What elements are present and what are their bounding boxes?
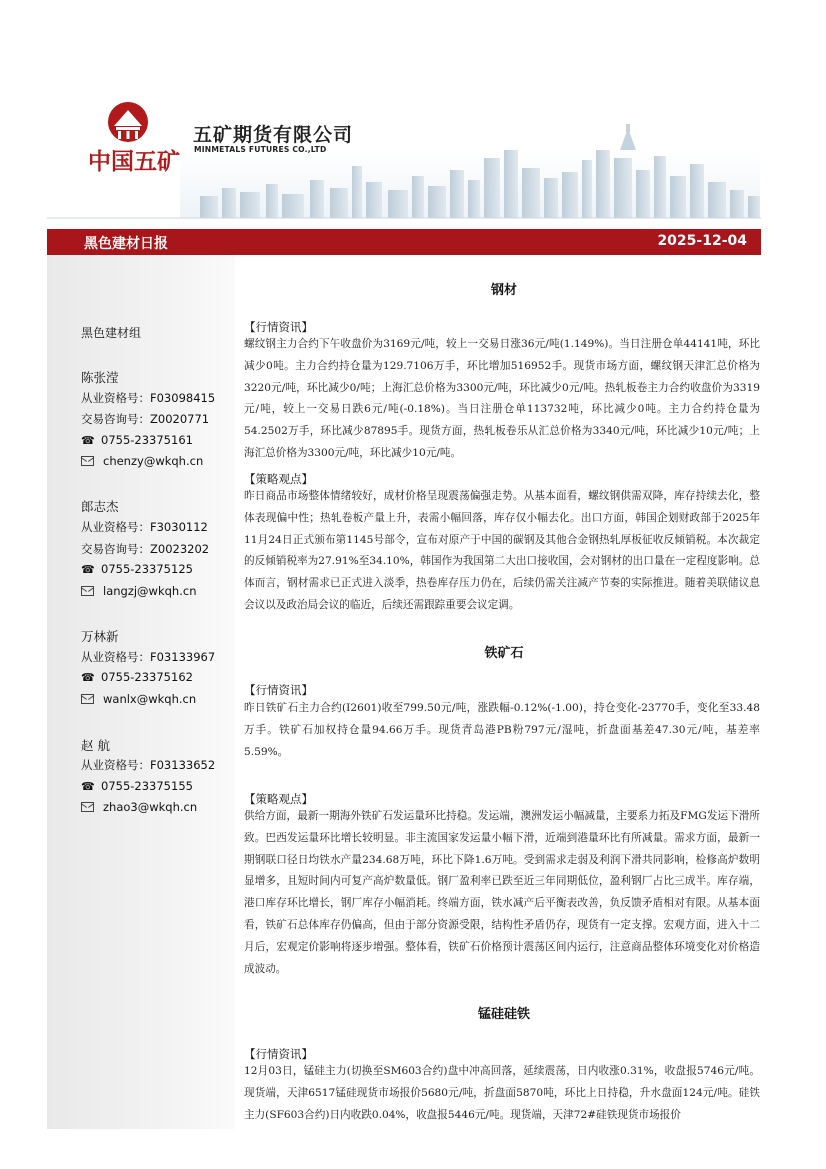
phone-icon: ☎ <box>81 434 95 447</box>
team-name: 黑色建材组 <box>81 326 142 340</box>
china-minmetals-logo-text: 中国五矿 <box>88 149 180 175</box>
analyst-name: 陈张滢 <box>81 370 119 385</box>
market-news-heading: 【行情资讯】 <box>244 683 313 697</box>
envelope-icon <box>81 802 94 812</box>
section-title-steel: 钢材 <box>490 283 517 298</box>
analyst-qualification: 从业资格号：F03133652 <box>81 758 216 772</box>
analyst-consult-number: 交易咨询号：Z0020771 <box>81 412 210 426</box>
ferroalloy-market-news: 12月03日，锰硅主力(切换至SM603合约)盘中冲高回落，延续震荡，日内收涨0.31%，收盘报5746元/吨。现货端，天津6517锰硅现货市场报价5680元/吨，折盘面5870吨，环比上日持稳，升水盘面124元/吨。硅铁主力(SF603合约)日内收跌0.04%，收盘报5446元/吨。现货端，天津72#硅铁现货市场报价 <box>244 1065 760 1121</box>
analyst-email[interactable]: zhao3@wkqh.cn <box>81 800 197 814</box>
company-name-en: MINMETALS FUTURES CO.,LTD <box>194 145 327 154</box>
market-news-heading: 【行情资讯】 <box>244 1047 313 1061</box>
section-title-ferroalloy: 锰硅硅铁 <box>477 1007 530 1022</box>
envelope-icon <box>81 586 94 596</box>
analyst-name: 郎志杰 <box>81 499 119 514</box>
strategy-heading: 【策略观点】 <box>244 472 313 486</box>
analyst-phone: ☎ 0755-23375161 <box>81 433 193 447</box>
report-header <box>0 0 826 230</box>
market-news-heading: 【行情资讯】 <box>244 320 313 334</box>
report-title: 黑色建材日报 <box>84 236 168 252</box>
report-date: 2025-12-04 <box>657 233 747 249</box>
phone-icon: ☎ <box>81 671 95 684</box>
analyst-qualification: 从业资格号：F03098415 <box>81 391 216 405</box>
report-title-bar <box>47 229 761 255</box>
section-title-iron-ore: 铁矿石 <box>484 646 524 661</box>
steel-strategy-view: 昨日商品市场整体情绪较好，成材价格呈现震荡偏强走势。从基本面看，螺纹钢供需双降，库存持续去化，整体表现偏中性；热轧卷板产量上升，表需小幅回落，库存仅小幅去化。出口方面，韩国企划财政部于2025年11月24日正式颁布第1145号部令，宣布对原产于中国的碳钢及其他合金钢热轧厚板征收反倾销税。本次裁定的反倾销税率为27.91%至34.10%，韩国作为我国第二大出口接收国，会对钢材的出口量在一定程度影响。总体而言，钢材需求已正式进入淡季，热卷库存压力仍在，后续仍需关注减产节奏的实际推进。随着美联储议息会议以及政治局会议的临近，后续还需跟踪重要会议定调。 <box>244 490 760 611</box>
analyst-email[interactable]: chenzy@wkqh.cn <box>81 454 203 468</box>
phone-icon: ☎ <box>81 563 95 576</box>
iron-ore-strategy-view: 供给方面，最新一期海外铁矿石发运量环比持稳。发运端，澳洲发运小幅减量，主要系力拓及FMG发运下滑所致。巴西发运量环比增长较明显。非主流国家发运量小幅下滑，近端到港量环比有所减量。需求方面，最新一期钢联口径日均铁水产量234.68万吨，环比下降1.6万吨。受到需求走弱及利润下滑共同影响，检修高炉数明显增多，且短时间内可复产高炉数量低。钢厂盈利率已跌至近三年同期低位，盈利钢厂占比三成半。库存端，港口库存环比增长，钢厂库存小幅消耗。终端方面，铁水减产后平衡表改善，负反馈矛盾相对有限。从基本面看，铁矿石总体库存仍偏高，但由于部分资源受限，结构性矛盾仍存，现货有一定支撑。宏观方面，进入十二月后，宏观定价影响将逐步增强。整体看，铁矿石价格预计震荡区间内运行，注意商品整体环境变化对价格造成波动。 <box>244 810 760 975</box>
company-name-cn: 五矿期货有限公司 <box>193 124 354 146</box>
envelope-icon <box>81 694 94 704</box>
analyst-qualification: 从业资格号：F03133967 <box>81 650 216 664</box>
china-minmetals-emblem-icon <box>106 100 150 144</box>
envelope-icon <box>81 456 94 466</box>
steel-market-news: 螺纹钢主力合约下午收盘价为3169元/吨，较上一交易日涨36元/吨(1.149%)。当日注册仓单44141吨，环比减少0吨。主力合约持仓量为129.7106万手，环比增加516952手。现货市场方面，螺纹钢天津汇总价格为3220元/吨，环比减少0/吨；上海汇总价格为3300元/吨，环比减少0元/吨。热轧板卷主力合约收盘价为3319元/吨，较上一交易日跌6元/吨(-0.18%)。当日注册仓单113732吨，环比减少0吨。主力合约持仓量为54.2502万手，环比减少87895手。现货方面，热轧板卷乐从汇总价格为3340元/吨，环比减少10元/吨；上海汇总价格为3300元/吨，环比减少10元/吨。 <box>244 338 760 459</box>
analyst-name: 赵 航 <box>81 738 110 753</box>
iron-ore-market-news: 昨日铁矿石主力合约(I2601)收至799.50元/吨，涨跌幅-0.12%(-1.00)，持仓变化-23770手，变化至33.48万手。铁矿石加权持仓量94.66万手。现货青岛港PB粉797元/湿吨，折盘面基差47.30元/吨，基差率5.59%。 <box>244 702 760 758</box>
analyst-phone: ☎ 0755-23375162 <box>81 670 193 684</box>
analyst-qualification: 从业资格号：F3030112 <box>81 520 208 534</box>
analyst-consult-number: 交易咨询号：Z0023202 <box>81 542 210 556</box>
analyst-phone: ☎ 0755-23375155 <box>81 779 193 793</box>
analyst-email[interactable]: langzj@wkqh.cn <box>81 584 196 598</box>
analyst-phone: ☎ 0755-23375125 <box>81 562 193 576</box>
strategy-heading: 【策略观点】 <box>244 792 313 806</box>
phone-icon: ☎ <box>81 780 95 793</box>
analyst-name: 万林新 <box>81 629 119 644</box>
analyst-email[interactable]: wanlx@wkqh.cn <box>81 692 196 706</box>
